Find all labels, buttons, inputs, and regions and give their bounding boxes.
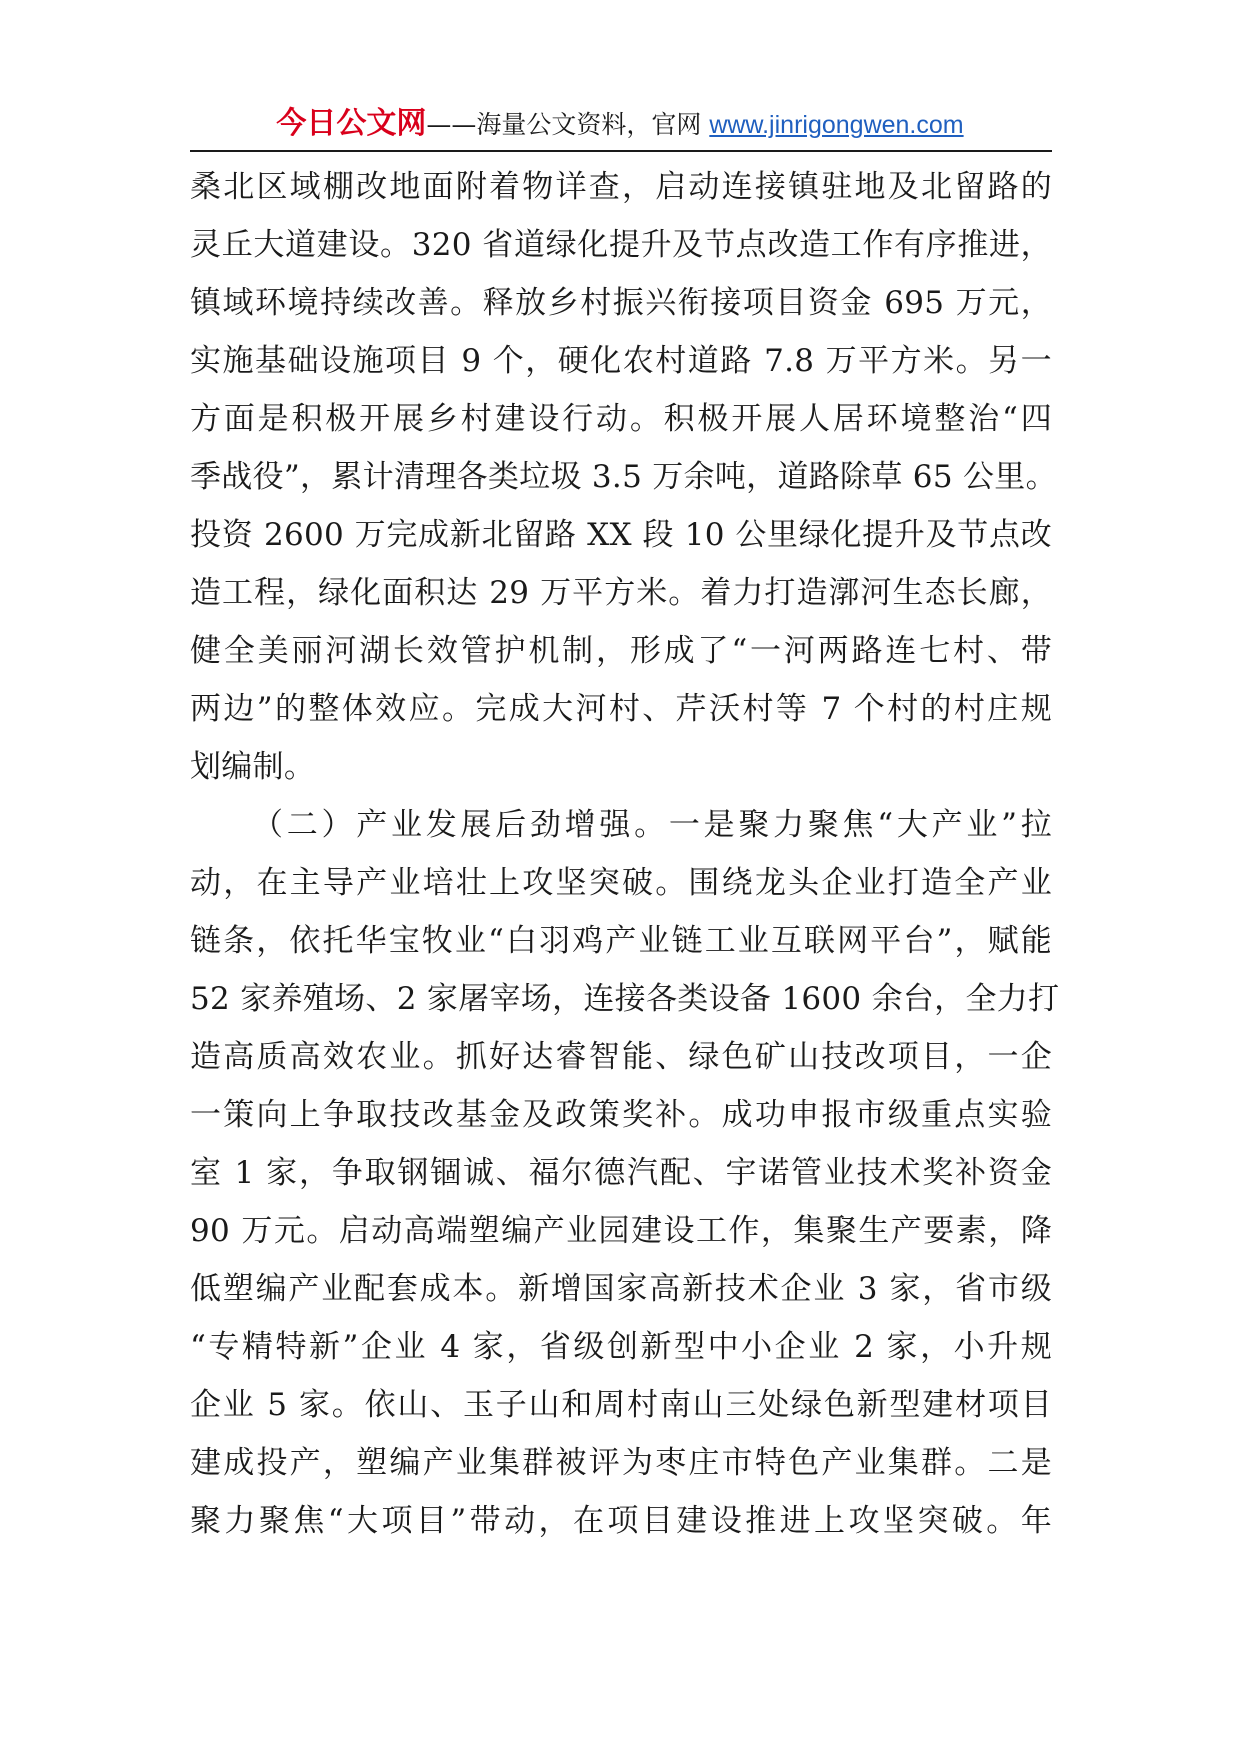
page-header: [190, 104, 1050, 148]
text-line: 造工程，绿化面积达 29 万平方米。着力打造漷河生态长廊，: [190, 575, 1052, 611]
brand-name: 今日公文网: [276, 106, 427, 141]
text-line: 季战役”，累计清理各类垃圾 3.5 万余吨，道路除草 65 公里。: [190, 459, 1057, 495]
document-body: [190, 158, 1060, 1550]
text-line: 灵丘大道建设。320 省道绿化提升及节点改造工作有序推进，: [190, 227, 1052, 263]
text-line: 两边”的整体效应。完成大河村、芹沃村等 7 个村的村庄规: [190, 691, 1052, 727]
text-line: 聚力聚焦“大项目”带动，在项目建设推进上攻坚突破。年: [190, 1503, 1052, 1539]
text-line: 实施基础设施项目 9 个，硬化农村道路 7.8 万平方米。另一: [190, 343, 1052, 379]
text-line: 镇域环境持续改善。释放乡村振兴衔接项目资金 695 万元，: [190, 285, 1052, 321]
text-line: 建成投产，塑编产业集群被评为枣庄市特色产业集群。二是: [190, 1445, 1052, 1481]
text-line: 投资 2600 万完成新北留路 XX 段 10 公里绿化提升及节点改: [190, 517, 1052, 553]
text-line: 健全美丽河湖长效管护机制，形成了“一河两路连七村、带: [190, 633, 1052, 669]
text-line: 一策向上争取技改基金及政策奖补。成功申报市级重点实验: [190, 1097, 1052, 1133]
header-separator: ——: [426, 110, 477, 139]
text-line: 低塑编产业配套成本。新增国家高新技术企业 3 家，省市级: [190, 1271, 1053, 1307]
text-line: 链条，依托华宝牧业“白羽鸡产业链工业互联网平台”，赋能: [190, 923, 1052, 959]
text-line: 方面是积极开展乡村建设行动。积极开展人居环境整治“四: [190, 401, 1052, 437]
paragraph-end-line: 划编制。: [190, 749, 316, 785]
header-divider: [190, 150, 1052, 152]
text-line: 桑北区域棚改地面附着物详查，启动连接镇驻地及北留路的: [190, 169, 1052, 205]
section-heading-line: （二）产业发展后劲增强。一是聚力聚焦“大产业”拉: [252, 807, 1052, 843]
text-line: 室 1 家，争取钢锢诚、福尔德汽配、宇诺管业技术奖补资金: [190, 1155, 1052, 1191]
header-description: 海量公文资料，官网: [476, 110, 710, 139]
text-line: 动，在主导产业培壮上攻坚突破。围绕龙头企业打造全产业: [190, 865, 1052, 901]
text-line: 企业 5 家。依山、玉子山和周村南山三处绿色新型建材项目: [190, 1387, 1052, 1423]
website-link[interactable]: www.jinrigongwen.com: [709, 111, 964, 139]
text-line: “专精特新”企业 4 家，省级创新型中小企业 2 家，小升规: [190, 1329, 1052, 1365]
text-line: 52 家养殖场、2 家屠宰场，连接各类设备 1600 余台，全力打: [190, 981, 1060, 1017]
text-line: 造高质高效农业。抓好达睿智能、绿色矿山技改项目，一企: [190, 1039, 1052, 1075]
text-line: 90 万元。启动高端塑编产业园建设工作，集聚生产要素，降: [190, 1213, 1052, 1249]
